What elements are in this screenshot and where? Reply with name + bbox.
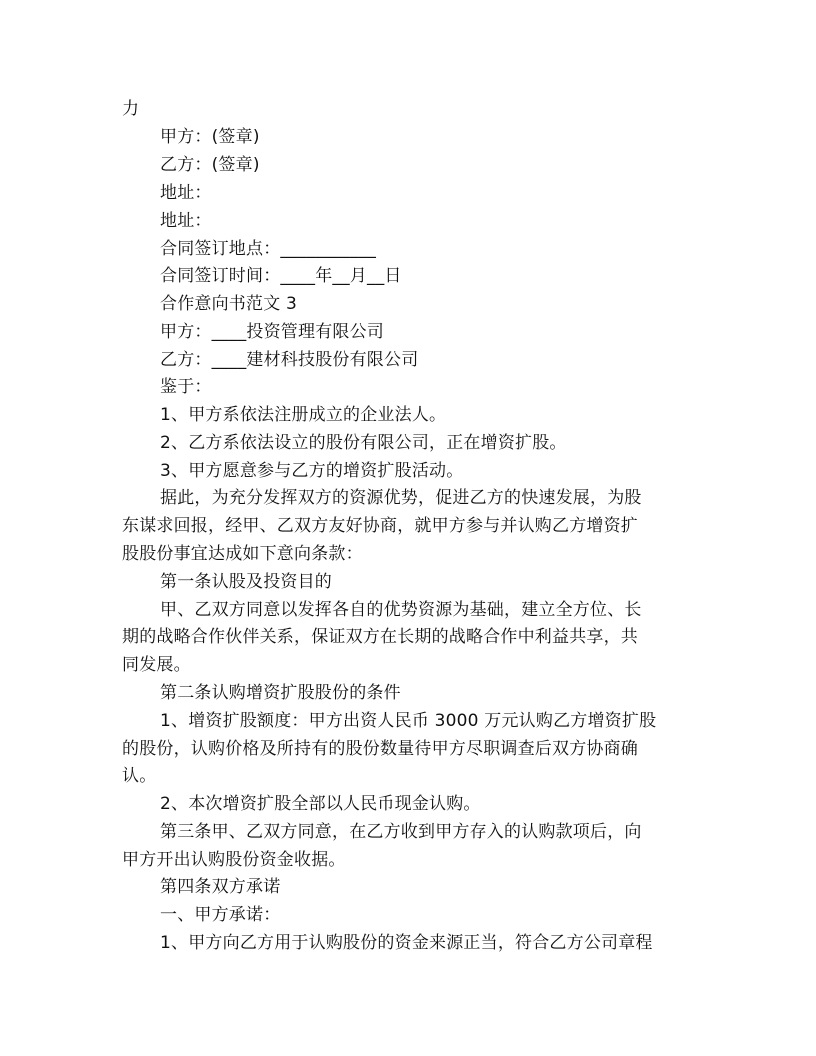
text-line: 2、乙方系依法设立的股份有限公司，正在增资扩股。 bbox=[160, 433, 567, 453]
section-heading: 第四条双方承诺 bbox=[160, 877, 281, 897]
text-line: 乙方：____建材科技股份有限公司 bbox=[160, 350, 419, 370]
text-line: 认。 bbox=[122, 766, 157, 786]
text-line: 据此，为充分发挥双方的资源优势，促进乙方的快速发展，为股 bbox=[160, 488, 642, 508]
text-line: 甲、乙双方同意以发挥各自的优势资源为基础，建立全方位、长 bbox=[160, 600, 642, 620]
text-line: 甲方开出认购股份资金收据。 bbox=[122, 850, 346, 870]
text-line: 的股份，认购价格及所持有的股份数量待甲方尽职调查后双方协商确 bbox=[122, 739, 638, 759]
text-line: 2、本次增资扩股全部以人民币现金认购。 bbox=[160, 794, 481, 814]
text-line: 3、甲方愿意参与乙方的增资扩股活动。 bbox=[160, 461, 464, 481]
text-line: 1、增资扩股额度：甲方出资人民币 3000 万元认购乙方增资扩股 bbox=[160, 711, 657, 731]
text-line: 第三条甲、乙双方同意，在乙方收到甲方存入的认购款项后，向 bbox=[160, 822, 642, 842]
section-heading: 第一条认股及投资目的 bbox=[160, 572, 332, 592]
text-line: 股股份事宜达成如下意向条款： bbox=[122, 544, 363, 564]
text-line: 东谋求回报，经甲、乙双方友好协商，就甲方参与并认购乙方增资扩 bbox=[122, 516, 638, 536]
text-line: 同发展。 bbox=[122, 655, 191, 675]
text-line: 乙方：(签章) bbox=[160, 155, 260, 175]
text-line: 地址： bbox=[160, 183, 212, 203]
text-line: 合同签订地点：___________ bbox=[160, 239, 377, 259]
text-line: 1、甲方向乙方用于认购股份的资金来源正当，符合乙方公司章程 bbox=[160, 933, 653, 953]
text-line: 期的战略合作伙伴关系，保证双方在长期的战略合作中利益共享，共 bbox=[122, 627, 638, 647]
text-line: 地址： bbox=[160, 211, 212, 231]
text-line: 一、甲方承诺： bbox=[160, 905, 281, 925]
text-line: 鉴于： bbox=[160, 377, 212, 397]
text-line: 合同签订时间：____年__月__日 bbox=[160, 266, 402, 286]
text-line: 甲方：____投资管理有限公司 bbox=[160, 322, 384, 342]
text-line: 甲方：(签章) bbox=[160, 127, 260, 147]
section-heading: 合作意向书范文 3 bbox=[160, 294, 298, 314]
text-line: 力 bbox=[122, 99, 140, 119]
section-heading: 第二条认购增资扩股股份的条件 bbox=[160, 683, 401, 703]
text-line: 1、甲方系依法注册成立的企业法人。 bbox=[160, 405, 447, 425]
